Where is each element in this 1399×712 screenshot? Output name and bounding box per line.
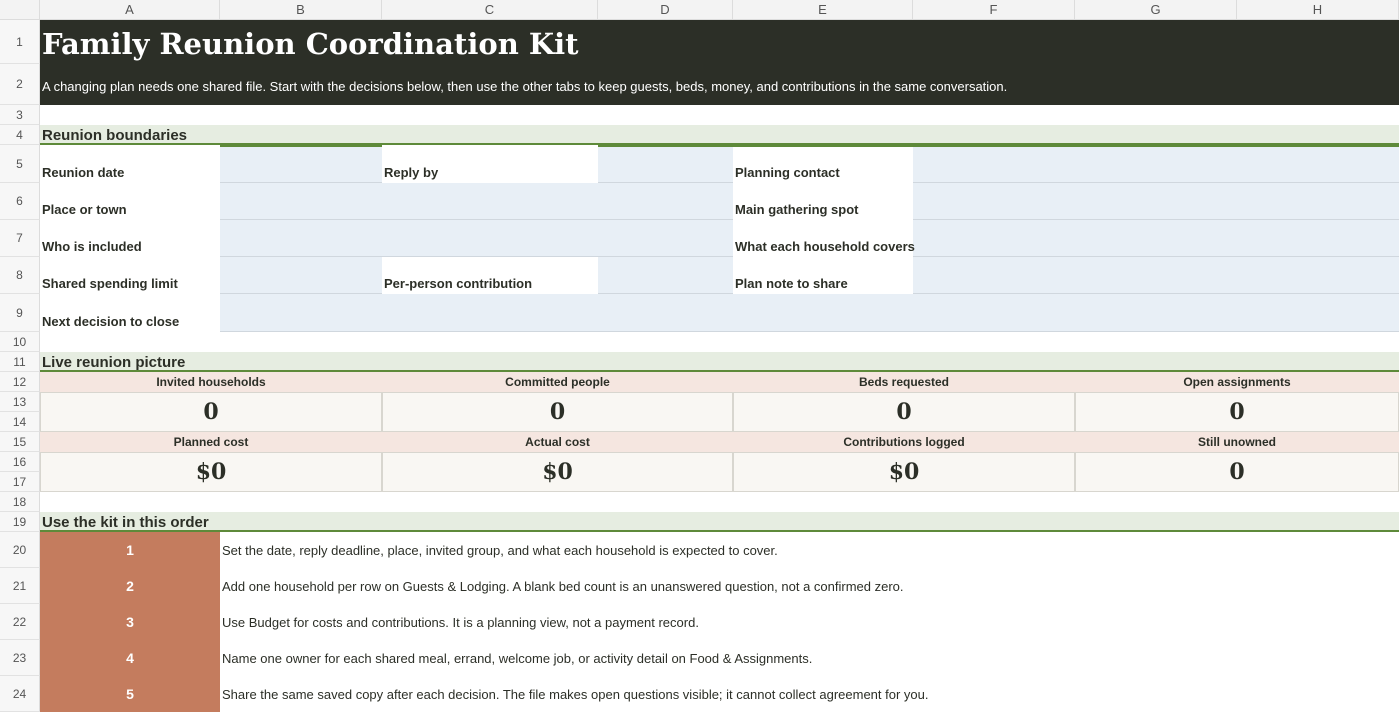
row-header-19[interactable]: 19 (0, 512, 40, 532)
column-header-b[interactable]: B (220, 0, 382, 20)
row-header-14[interactable]: 14 (0, 412, 40, 432)
metric-value-still-unowned[interactable]: 0 (1075, 452, 1399, 492)
row-header-4[interactable]: 4 (0, 125, 40, 145)
reunion-date-label: Reunion date (42, 165, 125, 180)
step-number-3[interactable]: 3 (40, 604, 220, 640)
row-header-23[interactable]: 23 (0, 640, 40, 676)
row-header-9[interactable]: 9 (0, 294, 40, 332)
next-decision-input[interactable] (220, 294, 1399, 332)
spending-limit-input[interactable] (220, 257, 382, 294)
metric-label-invited-households: Invited households (40, 372, 382, 392)
page-subtitle[interactable]: A changing plan needs one shared file. Start with the decisions below, then use the other tabs to keep guests, beds, money, and contributions in the same conversation. (42, 79, 1008, 94)
metric-value-contributions-logged[interactable]: $0 (733, 452, 1075, 492)
metric-value-planned-cost[interactable]: $0 (40, 452, 382, 492)
column-header-f[interactable]: F (913, 0, 1075, 20)
household-covers-input[interactable] (913, 220, 1399, 257)
row-header-24[interactable]: 24 (0, 676, 40, 712)
column-header-c[interactable]: C (382, 0, 598, 20)
row-header-8[interactable]: 8 (0, 257, 40, 294)
column-header-h[interactable]: H (1237, 0, 1399, 20)
metric-label-contributions-logged: Contributions logged (733, 432, 1075, 452)
per-person-label: Per-person contribution (384, 276, 533, 291)
row-header-2[interactable]: 2 (0, 64, 40, 105)
row-header-21[interactable]: 21 (0, 568, 40, 604)
row-header-18[interactable]: 18 (0, 492, 40, 512)
select-all-corner[interactable] (0, 0, 40, 20)
metric-value-committed-people[interactable]: 0 (382, 392, 733, 432)
planning-contact-label: Planning contact (733, 145, 913, 183)
row-header-15[interactable]: 15 (0, 432, 40, 452)
plan-note-input[interactable] (913, 257, 1399, 294)
row-header-3[interactable]: 3 (0, 105, 40, 125)
column-header-g[interactable]: G (1075, 0, 1237, 20)
row-header-20[interactable]: 20 (0, 532, 40, 568)
page-title[interactable]: Family Reunion Coordination Kit (42, 27, 579, 61)
column-header-a[interactable]: A (40, 0, 220, 20)
section-header-boundaries[interactable] (40, 125, 1399, 145)
gathering-spot-input[interactable] (913, 183, 1399, 220)
row-header-17[interactable]: 17 (0, 472, 40, 492)
row-header-11[interactable]: 11 (0, 352, 40, 372)
metric-label-committed-people: Committed people (382, 372, 733, 392)
metric-value-open-assignments[interactable]: 0 (1075, 392, 1399, 432)
metric-label-planned-cost: Planned cost (40, 432, 382, 452)
section-title: Reunion boundaries (42, 127, 188, 144)
row-header-13[interactable]: 13 (0, 392, 40, 412)
column-header-d[interactable]: D (598, 0, 733, 20)
column-header-e[interactable]: E (733, 0, 913, 20)
planning-contact-input[interactable] (913, 145, 1399, 183)
metric-label-open-assignments: Open assignments (1075, 372, 1399, 392)
spending-limit-label: Shared spending limit (42, 276, 178, 291)
step-number-4[interactable]: 4 (40, 640, 220, 676)
step-number-1[interactable]: 1 (40, 532, 220, 568)
metric-value-invited-households[interactable]: 0 (40, 392, 382, 432)
plan-note-label: Plan note to share (735, 276, 848, 291)
metric-label-actual-cost: Actual cost (382, 432, 733, 452)
row-header-22[interactable]: 22 (0, 604, 40, 640)
reunion-date-input[interactable] (220, 145, 382, 183)
step-text-1[interactable]: Set the date, reply deadline, place, invited group, and what each household is expected to cover. (222, 542, 778, 558)
place-label: Place or town (42, 202, 127, 217)
step-number-2[interactable]: 2 (40, 568, 220, 604)
gathering-spot-label: Main gathering spot (735, 202, 859, 217)
step-number-5[interactable]: 5 (40, 676, 220, 712)
row-header-16[interactable]: 16 (0, 452, 40, 472)
section-title: Use the kit in this order (42, 514, 209, 531)
row-header-7[interactable]: 7 (0, 220, 40, 257)
metric-value-actual-cost[interactable]: $0 (382, 452, 733, 492)
row-header-5[interactable]: 5 (0, 145, 40, 183)
section-title: Live reunion picture (42, 354, 186, 371)
section-header-picture[interactable] (40, 352, 1399, 372)
step-text-4[interactable]: Name one owner for each shared meal, errand, welcome job, or activity detail on Food & Assignments. (222, 650, 813, 666)
per-person-input[interactable] (598, 257, 733, 294)
step-text-2[interactable]: Add one household per row on Guests & Lodging. A blank bed count is an unanswered question, not a confirmed zero. (222, 578, 904, 594)
place-input[interactable] (220, 183, 733, 220)
row-header-6[interactable]: 6 (0, 183, 40, 220)
who-included-label: Who is included (42, 239, 142, 254)
section-header-steps[interactable] (40, 512, 1399, 532)
reply-by-label: Reply by (384, 165, 439, 180)
row-header-12[interactable]: 12 (0, 372, 40, 392)
step-text-5[interactable]: Share the same saved copy after each decision. The file makes open questions visible; it cannot collect agreement for you. (222, 686, 929, 702)
metric-value-beds-requested[interactable]: 0 (733, 392, 1075, 432)
metric-label-still-unowned: Still unowned (1075, 432, 1399, 452)
step-text-3[interactable]: Use Budget for costs and contributions. It is a planning view, not a payment record. (222, 614, 699, 630)
row-header-1[interactable]: 1 (0, 20, 40, 64)
next-decision-label: Next decision to close (42, 314, 180, 329)
who-included-input[interactable] (220, 220, 733, 257)
metric-label-beds-requested: Beds requested (733, 372, 1075, 392)
reply-by-input[interactable] (598, 145, 733, 183)
row-header-10[interactable]: 10 (0, 332, 40, 352)
household-covers-label: What each household covers (735, 239, 915, 254)
